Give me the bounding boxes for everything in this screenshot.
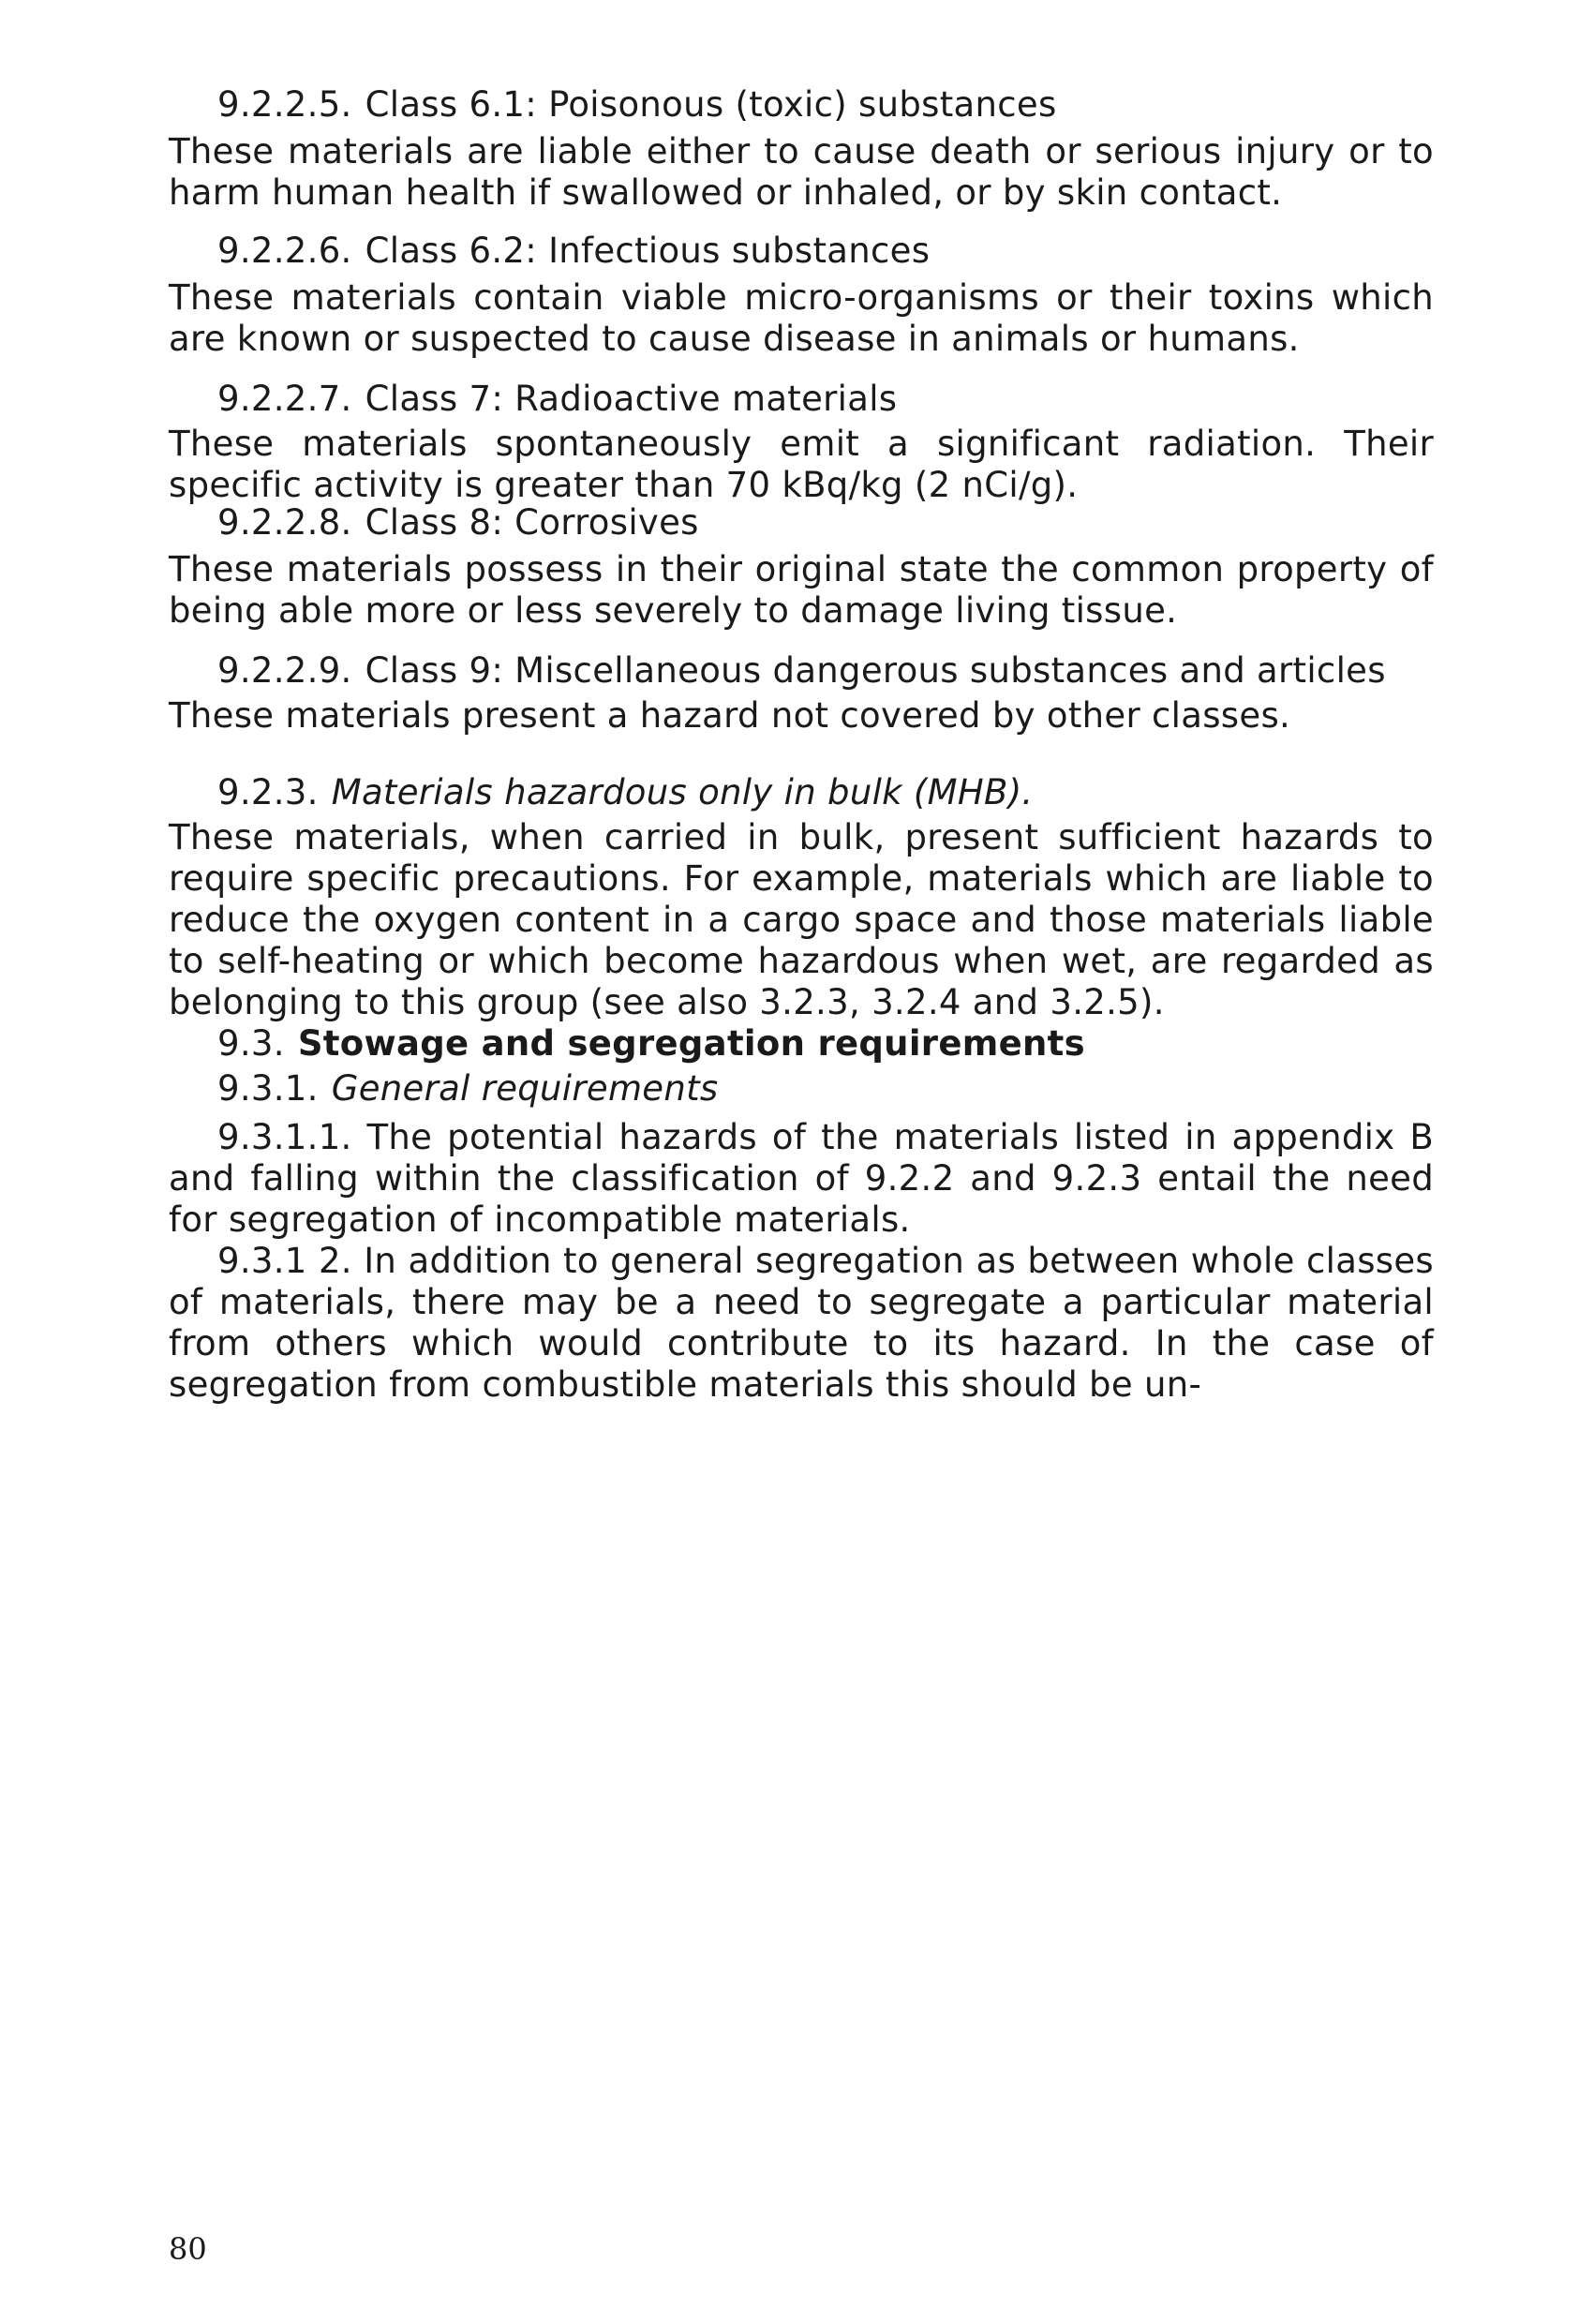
section-number: 9.2.2.6.	[217, 231, 352, 271]
section-heading-9-2-2-5	[217, 84, 1436, 126]
section-heading-9-2-2-8	[217, 502, 1436, 544]
section-title: Materials hazardous only in bulk (MHB).	[331, 772, 1034, 812]
section-paragraph-9-3-1-2	[169, 1241, 1434, 1406]
section-paragraph-9-2-2-6: These materials contain viable micro-organisms or their toxins which are known or suspected to cause disease in animals or humans.	[169, 277, 1434, 359]
section-number: 9.2.3.	[217, 772, 319, 812]
section-number: 9.2.2.9.	[217, 650, 352, 691]
section-number: 9.2.2.5.	[217, 84, 352, 125]
section-title: Class 6.1: Poisonous (toxic) substances	[365, 84, 1057, 125]
section-title: Class 8: Corrosives	[365, 502, 699, 543]
section-heading-9-2-2-6	[217, 231, 1436, 272]
section-number: 9.2.2.8.	[217, 502, 352, 543]
section-title: Stowage and segregation requirements	[297, 1023, 1085, 1064]
section-title: Class 7: Radioactive materials	[365, 379, 898, 419]
section-paragraph-9-2-2-5: These materials are liable either to cause death or serious injury or to harm human health if swallowed or inhaled, or by skin contact.	[169, 131, 1434, 213]
section-heading-9-3-1	[217, 1068, 1436, 1110]
section-paragraph-9-2-2-7: These materials spontaneously emit a significant radiation. Their specific activity is greater than 70 kBq/kg (2 nCi/g).	[169, 424, 1434, 505]
page-number: 80	[169, 2231, 207, 2267]
section-heading-9-2-2-9	[217, 650, 1436, 692]
section-heading-9-3	[217, 1023, 1436, 1065]
section-title: Class 6.2: Infectious substances	[365, 231, 931, 271]
section-title: General requirements	[331, 1068, 719, 1109]
section-paragraph-9-2-3: These materials, when carried in bulk, present sufficient hazards to require specific precautions. For example, materials which are liable to reduce the oxygen content in a cargo space and those materials liable to self-heating or which become hazardous when wet, are regarded as belonging to this group (see also 3.2.3, 3.2.4 and 3.2.5).	[169, 817, 1434, 1022]
section-title: Class 9: Miscellaneous dangerous substances and articles	[365, 650, 1386, 691]
section-number: 9.3.1 2.	[217, 1241, 352, 1281]
paragraph-text: In addition to general segregation as between whole classes of materials, there may be a need to segregate a particular material from others which would contribute to its hazard. In the case of segregation from combustible materials this should be un-	[169, 1241, 1434, 1405]
section-heading-9-2-2-7	[217, 379, 1436, 420]
section-number: 9.3.1.1.	[217, 1117, 352, 1157]
section-heading-9-2-3	[217, 772, 1436, 813]
section-paragraph-9-2-2-8: These materials possess in their original state the common property of being able more or less severely to damage living tissue.	[169, 549, 1434, 631]
section-number: 9.2.2.7.	[217, 379, 352, 419]
section-paragraph-9-3-1-1	[169, 1117, 1434, 1241]
section-number: 9.3.1.	[217, 1068, 319, 1109]
paragraph-text: The potential hazards of the materials listed in appendix B and falling within the classification of 9.2.2 and 9.2.3 entail the need for segregation of incompatible materials.	[169, 1117, 1434, 1240]
section-paragraph-9-2-2-9: These materials present a hazard not covered by other classes.	[169, 695, 1291, 736]
section-number: 9.3.	[217, 1023, 285, 1064]
